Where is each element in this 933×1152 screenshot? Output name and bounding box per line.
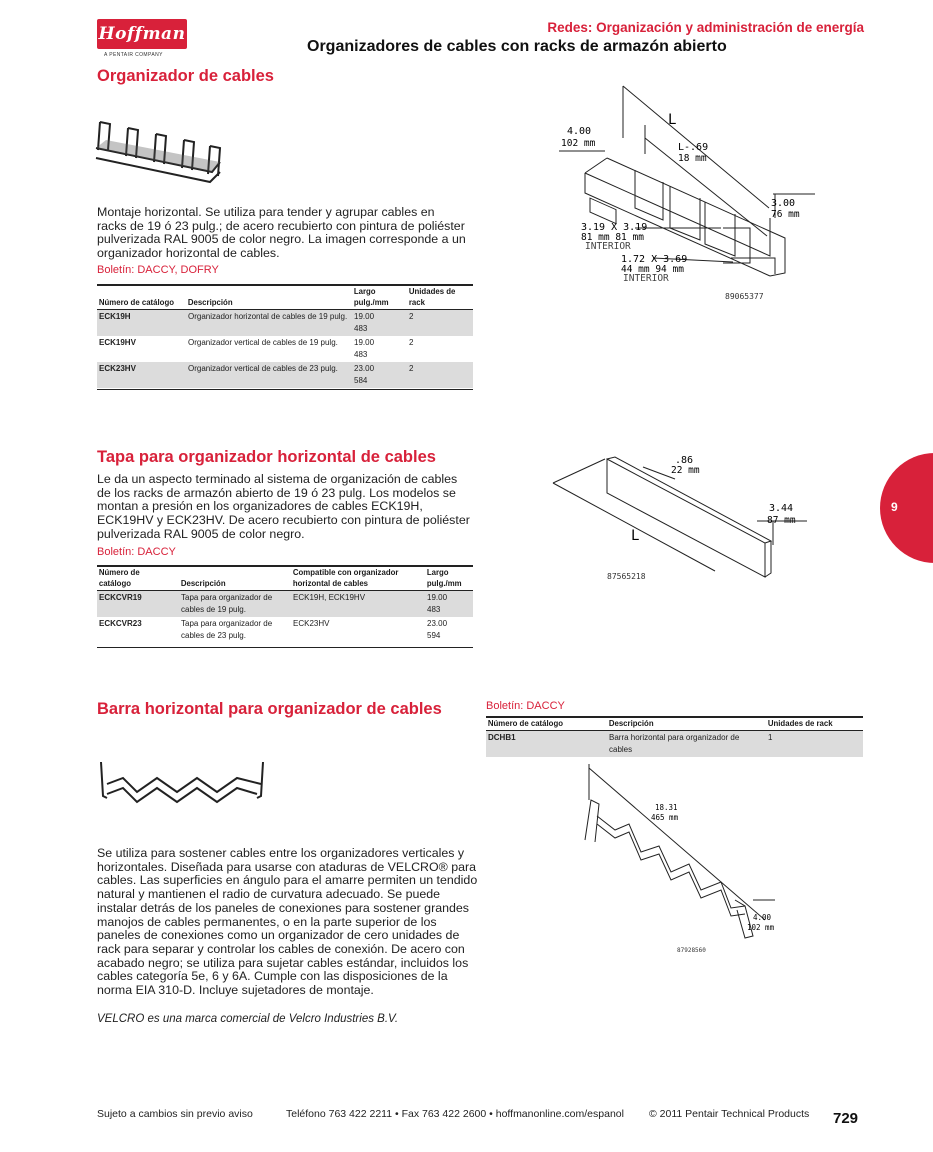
col-compatible: Compatible con organizador horizontal de cables — [291, 567, 414, 591]
catalog-number: ECKCVR23 — [99, 619, 142, 628]
length-in: 19.00 — [354, 338, 375, 347]
item-description: Tapa para organizador de cables de 19 pulg. — [179, 591, 291, 618]
chapter-number: 9 — [891, 500, 898, 514]
catalog-number: DCHB1 — [486, 731, 607, 758]
dim-length-label: L — [668, 112, 677, 128]
length-value — [352, 362, 407, 388]
catalog-number: ECKCVR19 — [97, 591, 179, 618]
cable-manager-photo — [92, 110, 232, 190]
col-description: Descripción — [186, 286, 339, 310]
rack-units-value: 2 — [407, 362, 473, 388]
compatible-value: ECK19H, ECK19HV — [291, 591, 425, 618]
col-catalog: Número de catálogo — [486, 718, 597, 731]
drawing-code: 87928560 — [677, 947, 706, 954]
length-in: 19.00 — [427, 593, 448, 602]
item-description: Organizador vertical de cables de 19 pulg. — [188, 338, 338, 347]
col-length: Largo pulg./mm — [352, 286, 403, 310]
horizontal-bar-photo — [97, 756, 277, 806]
footer-contact: Teléfono 763 422 2211 • Fax 763 422 2600 • hoffmanonline.com/espanol — [286, 1108, 624, 1120]
dim-height-mm: 87 mm — [767, 515, 796, 526]
footer-copyright: © 2011 Pentair Technical Products — [649, 1108, 810, 1120]
dim-interior2: 1.72 X 3.69 — [621, 254, 688, 265]
table-row — [97, 617, 473, 643]
brand-logo — [97, 19, 187, 49]
length-value — [352, 336, 407, 362]
length-value — [425, 591, 473, 618]
length-value — [425, 617, 473, 643]
section2-table — [97, 567, 473, 643]
section2-bulletin: Boletín: DACCY — [97, 546, 176, 558]
col-description: Descripción — [607, 718, 753, 731]
length-mm: 584 — [354, 376, 368, 385]
header-category: Redes: Organización y administración de energía — [547, 20, 864, 35]
col-length: Largo pulg./mm — [425, 567, 469, 591]
catalog-number: ECK23HV — [97, 362, 186, 388]
trademark-note: VELCRO es una marca comercial de Velcro Industries B.V. — [97, 1013, 399, 1025]
dim-depth-in: 4.00 — [567, 126, 592, 137]
dim-depth-mm: 102 mm — [747, 923, 775, 932]
cable-manager-drawing — [545, 78, 815, 308]
section2-description: Le da un aspecto terminado al sistema de organización de cables de los racks de armazón abierto de 19 ó 23 pulg. Los modelos se montan a presión en los organizadores de cables ECK19H, ECK19HV y ECK23HV. De acero recubierto con pintura de poliéster pulverizada RAL 9005 de color negro. — [97, 472, 470, 541]
section3-heading: Barra horizontal para organizador de cables — [97, 700, 442, 718]
section3-description: Se utiliza para sostener cables entre los organizadores verticales y horizontales. Diseñada para usarse con ataduras de VELCRO® para cables. Las superficies en ángulo para el amarre permiten un tendido natural y mantienen el radio de curvatura adecuado. Se puede instalar detrás de los paneles de conexiones para sostener grandes manojos de cables permanentes, o en la parte superior de los paneles de conexiones como un organizador de cero unidades de rack para separar y controlar los cables de conexión. De acero con acabado negro; se utiliza para sujetar cables estándar, incluidos los cables categoría 5e, 6 y 6A. Cumple con las disposiciones de la norma EIA 310-D. Incluye sujetadores de montaje. — [97, 846, 478, 998]
rack-units-value: 1 — [766, 731, 863, 758]
col-description: Descripción — [179, 567, 282, 591]
item-description: Organizador vertical de cables de 23 pulg. — [186, 362, 352, 388]
length-in: 23.00 — [354, 364, 375, 373]
item-description: Barra horizontal para organizador de cables — [607, 731, 766, 758]
section1-description: Montaje horizontal. Se utiliza para tender y agrupar cables en racks de 19 ó 23 pulg.; de acero recubierto con pintura de poliéster pulverizada RAL 9005 de color negro. La imagen corresponde a un organizador horizontal de cables. — [97, 205, 466, 261]
table-row — [97, 591, 473, 618]
brand-name: Hoffman — [98, 24, 186, 44]
dim-height-in: 3.00 — [771, 198, 796, 209]
chapter-tab — [880, 453, 933, 563]
dim-length2-in: L-.69 — [678, 142, 709, 153]
col-rack-units: Unidades de rack — [407, 286, 468, 310]
dim-length-label: L — [631, 528, 640, 544]
rack-units-value: 2 — [409, 338, 414, 347]
catalog-number: ECK19H — [97, 310, 186, 337]
dim-thickness-in: .86 — [675, 455, 694, 466]
compatible-value: ECK23HV — [293, 619, 330, 628]
length-mm: 594 — [427, 631, 441, 640]
length-mm: 483 — [354, 350, 368, 359]
section1-table — [97, 286, 473, 388]
col-rack-units: Unidades de rack — [766, 718, 855, 731]
length-mm: 483 — [354, 324, 368, 333]
dim-interior1-mm: 81 mm 81 mm — [581, 232, 644, 243]
col-catalog: Número de catálogo — [97, 567, 172, 591]
section1-bulletin: Boletín: DACCY, DOFRY — [97, 264, 219, 276]
col-catalog: Número de catálogo — [97, 286, 179, 310]
table-row — [97, 310, 473, 337]
catalog-number: ECK19HV — [99, 338, 136, 347]
dim-height-mm: 76 mm — [771, 209, 800, 220]
length-mm: 483 — [427, 605, 441, 614]
length-value — [352, 310, 407, 337]
table-row — [486, 731, 863, 758]
dim-length-mm: 465 mm — [651, 813, 679, 822]
footer-notice: Sujeto a cambios sin previo aviso — [97, 1108, 253, 1120]
dim-depth-in: 4.00 — [753, 913, 772, 922]
interior-label-1: INTERIOR — [585, 241, 631, 252]
section2-heading: Tapa para organizador horizontal de cables — [97, 448, 436, 466]
page-title: Organizadores de cables con racks de armazón abierto — [307, 38, 727, 55]
item-description: Tapa para organizador de cables de 23 pulg. — [181, 619, 273, 640]
dim-thickness-mm: 22 mm — [671, 465, 700, 476]
rack-units-value: 2 — [407, 310, 473, 337]
table-row — [97, 336, 473, 362]
drawing-code: 87565218 — [607, 572, 646, 581]
dim-interior1: 3.19 X 3.19 — [581, 222, 648, 233]
section3-table — [486, 718, 863, 757]
table-row — [97, 362, 473, 388]
dim-length2-mm: 18 mm — [678, 153, 707, 164]
page-number: 729 — [833, 1110, 859, 1127]
dim-depth-mm: 102 mm — [561, 138, 596, 149]
length-in: 19.00 — [354, 312, 375, 321]
section3-bulletin: Boletín: DACCY — [486, 700, 565, 712]
drawing-code: 89065377 — [725, 292, 764, 301]
interior-label-2: INTERIOR — [623, 273, 669, 284]
brand-subtitle: A PENTAIR COMPANY — [104, 52, 163, 58]
section1-heading: Organizador de cables — [97, 67, 274, 85]
cover-drawing — [545, 445, 815, 590]
dim-length-in: 18.31 — [655, 803, 678, 812]
dim-interior2-mm: 44 mm 94 mm — [621, 264, 684, 275]
item-description: Organizador horizontal de cables de 19 pulg. — [186, 310, 352, 337]
length-in: 23.00 — [427, 619, 448, 628]
dim-height-in: 3.44 — [769, 503, 794, 514]
horizontal-bar-drawing — [575, 760, 795, 960]
